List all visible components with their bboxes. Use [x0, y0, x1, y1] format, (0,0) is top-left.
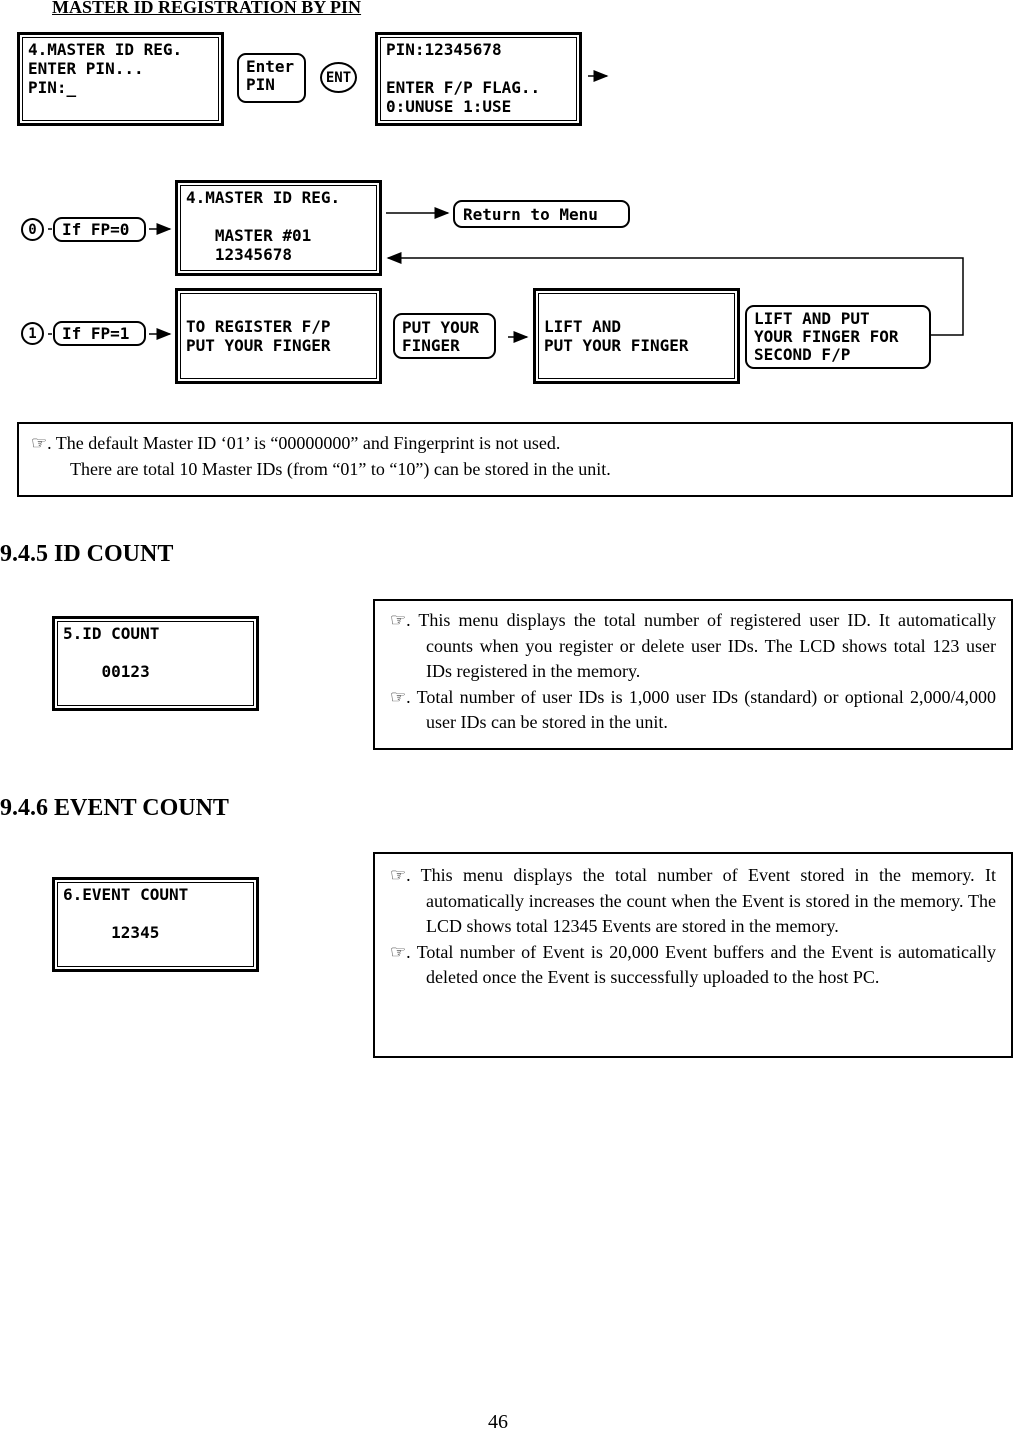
event-count-note	[373, 852, 1013, 1058]
option-0-key[interactable]: 0	[21, 218, 44, 241]
id-count-heading: 9.4.5 ID COUNT	[0, 541, 174, 567]
lcd-pin-entry: PIN:12345678 ENTER F/P FLAG.. 0:UNUSE 1:USE	[375, 32, 582, 126]
event-count-note-2: ☞. Total number of Event is 20,000 Event buffers and the Event is automatically deleted once the Event is successfully uploaded to the host PC.	[390, 941, 996, 987]
section-title: MASTER ID REGISTRATION BY PIN	[52, 0, 362, 17]
condition-fp-0: If FP=0	[53, 217, 146, 242]
id-count-note-2: ☞. Total number of user IDs is 1,000 user IDs (standard) or optional 2,000/4,000 user IDs can be stored in the unit.	[390, 686, 996, 732]
return-to-menu: Return to Menu	[453, 200, 630, 228]
put-finger-step: PUT YOUR FINGER	[393, 313, 496, 359]
ent-key[interactable]: ENT	[320, 62, 357, 93]
id-count-note	[373, 599, 1013, 750]
lcd-master-id-menu: 4.MASTER ID REG. ENTER PIN... PIN:_	[17, 32, 224, 126]
lcd-lift-and-put: LIFT AND PUT YOUR FINGER	[533, 288, 740, 384]
lift-second-fp-step: LIFT AND PUT YOUR FINGER FOR SECOND F/P	[745, 305, 931, 369]
id-count-note-1: ☞. This menu displays the total number of registered user ID. It automatically counts when you register or delete user IDs. The LCD shows total 123 user IDs registered in the memory.	[390, 610, 996, 681]
option-1-key[interactable]: 1	[21, 322, 44, 345]
master-note-line1: ☞. The default Master ID ‘01’ is “00000000” and Fingerprint is not used.	[31, 433, 561, 453]
lcd-event-count: 6.EVENT COUNT 12345	[52, 877, 259, 972]
event-count-heading: 9.4.6 EVENT COUNT	[0, 795, 229, 821]
event-count-note-1: ☞. This menu displays the total number of Event stored in the memory. It automatically increases the count when the Event is stored in the memory. The LCD shows total 12345 Events are stored in the memory.	[390, 865, 996, 936]
master-id-note	[17, 422, 1013, 497]
lcd-id-count: 5.ID COUNT 00123	[52, 616, 259, 711]
lcd-master-registered: 4.MASTER ID REG. MASTER #01 12345678	[175, 180, 382, 276]
enter-pin-key[interactable]: Enter PIN	[237, 53, 306, 103]
condition-fp-1: If FP=1	[53, 321, 146, 346]
lcd-register-fp: TO REGISTER F/P PUT YOUR FINGER	[175, 288, 382, 384]
page-number: 46	[488, 1411, 508, 1433]
master-note-line2: There are total 10 Master IDs (from “01” to “10”) can be stored in the unit.	[70, 459, 611, 479]
